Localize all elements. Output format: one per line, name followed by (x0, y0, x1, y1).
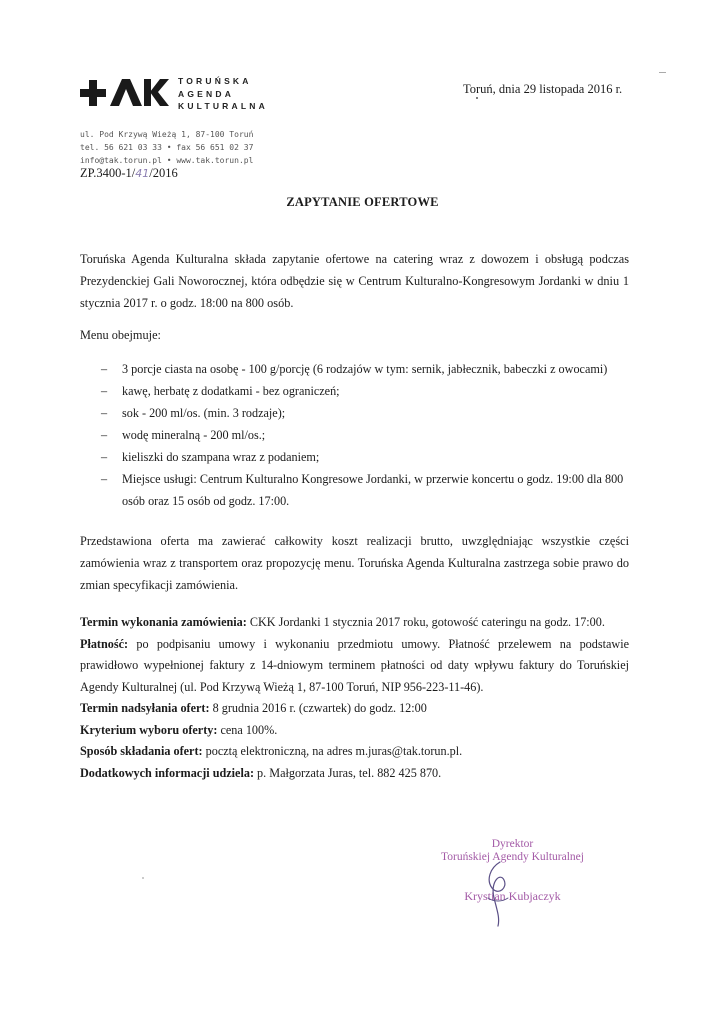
logo-line-3: KULTURALNA (178, 101, 268, 111)
ref-suffix: /2016 (149, 166, 178, 180)
intro-paragraph: Toruńska Agenda Kulturalna składa zapytanie ofertowe na catering wraz z dowozem i obsługą podczas Prezydenckiej Gali Noworocznej, która odbędzie się w Centrum Kulturalno-Kongresowym Jordanki w dniu 1 stycznia 2017 r. o godz. 18:00 na 800 osób. (80, 252, 629, 310)
term-text: 8 grudnia 2016 r. (czwartek) do godz. 12:00 (209, 701, 427, 715)
term-text: CKK Jordanki 1 stycznia 2017 roku, gotowość cateringu na godz. 17:00. (246, 615, 605, 629)
document-date: Toruń, dnia 29 listopada 2016 r. (463, 82, 623, 96)
menu-list (80, 358, 629, 512)
term-text: po podpisaniu umowy i wykonaniu przedmiotu umowy. Płatność przelewem na podstawie prawidłowo wypełnionej faktury z 14-dniowym terminem płatności od daty wpływu faktury do Toruńskiej Agendy Kulturalnej (ul. Pod Krzywą Wieżą 1, 87-100 Toruń, NIP 956-223-11-46). (80, 636, 629, 694)
term-payment (80, 634, 629, 699)
term-label: Kryterium wyboru oferty: (80, 722, 218, 737)
term-submission-method (80, 741, 629, 763)
term-contact (80, 763, 629, 785)
term-label: Termin nadsyłania ofert: (80, 701, 210, 715)
logo-line-2: AGENDA (178, 88, 235, 99)
tak-logo-mark-icon (80, 77, 170, 109)
ref-handwritten: 41 (135, 167, 150, 180)
contact-block (80, 128, 253, 167)
term-label: Sposób składania ofert: (80, 744, 203, 758)
term-label: Płatność: (80, 636, 129, 651)
handwritten-signature-icon (478, 858, 518, 928)
term-label: Termin wykonania zamówienia: (80, 615, 247, 629)
stamp-name: Krystian Kubjaczyk (464, 889, 561, 903)
reference-number (80, 166, 178, 181)
menu-item: – kieliszki do szampana wraz z podaniem; (80, 446, 629, 468)
address-line: ul. Pod Krzywą Wieżą 1, 87-100 Toruń (80, 130, 254, 139)
menu-item: – wodę mineralną - 200 ml/os.; (80, 424, 629, 446)
term-text: p. Małgorzata Juras, tel. 882 425 870. (254, 765, 442, 780)
menu-item: – 3 porcje ciasta na osobę - 100 g/porcję (6 rodzajów w tym: sernik, jabłecznik, babeczki z owocami) (80, 358, 629, 380)
menu-heading: Menu obejmuje: (80, 328, 161, 342)
menu-item: – kawę, herbatę z dodatkami - bez ograniczeń; (80, 380, 629, 402)
phone-line: tel. 56 621 03 33 • fax 56 651 02 37 (80, 143, 254, 152)
scan-dot (142, 877, 144, 879)
menu-item: – sok - 200 ml/os. (min. 3 rodzaje); (80, 402, 629, 424)
stamp-organization: Toruńskiej Agendy Kulturalnej (441, 851, 584, 863)
tak-logo (80, 75, 268, 115)
term-deadline (80, 612, 629, 634)
stamp-title: Dyrektor (491, 838, 534, 850)
term-text: cena 100%. (217, 722, 278, 737)
term-text: pocztą elektroniczną, na adres m.juras@tak.torun.pl. (202, 744, 463, 758)
web-line: info@tak.torun.pl • www.tak.torun.pl (80, 156, 254, 165)
document-title: ZAPYTANIE OFERTOWE (286, 195, 439, 209)
scan-mark (659, 72, 666, 73)
term-criterion (80, 720, 629, 742)
term-label: Dodatkowych informacji udziela: (80, 765, 254, 780)
logo-line-1: TORUŃSKA (178, 76, 252, 86)
terms-section (80, 612, 629, 784)
logo-wordmark (178, 75, 268, 113)
scan-dot (476, 97, 478, 99)
term-submission-deadline (80, 698, 629, 720)
offer-paragraph: Przedstawiona oferta ma zawierać całkowity koszt realizacji brutto, uwzględniając wszystkie części zamówienia wraz z transportem oraz propozycję menu. Toruńska Agenda Kulturalna zastrzega sobie prawo do zmian specyfikacji zamówienia. (80, 534, 629, 592)
menu-item: – Miejsce usługi: Centrum Kulturalno Kongresowe Jordanki, w przerwie koncertu o godz. 19:00 dla 800 osób oraz 15 osób od godz. 17:00. (80, 468, 629, 512)
ref-prefix: ZP.3400-1/ (80, 166, 136, 180)
